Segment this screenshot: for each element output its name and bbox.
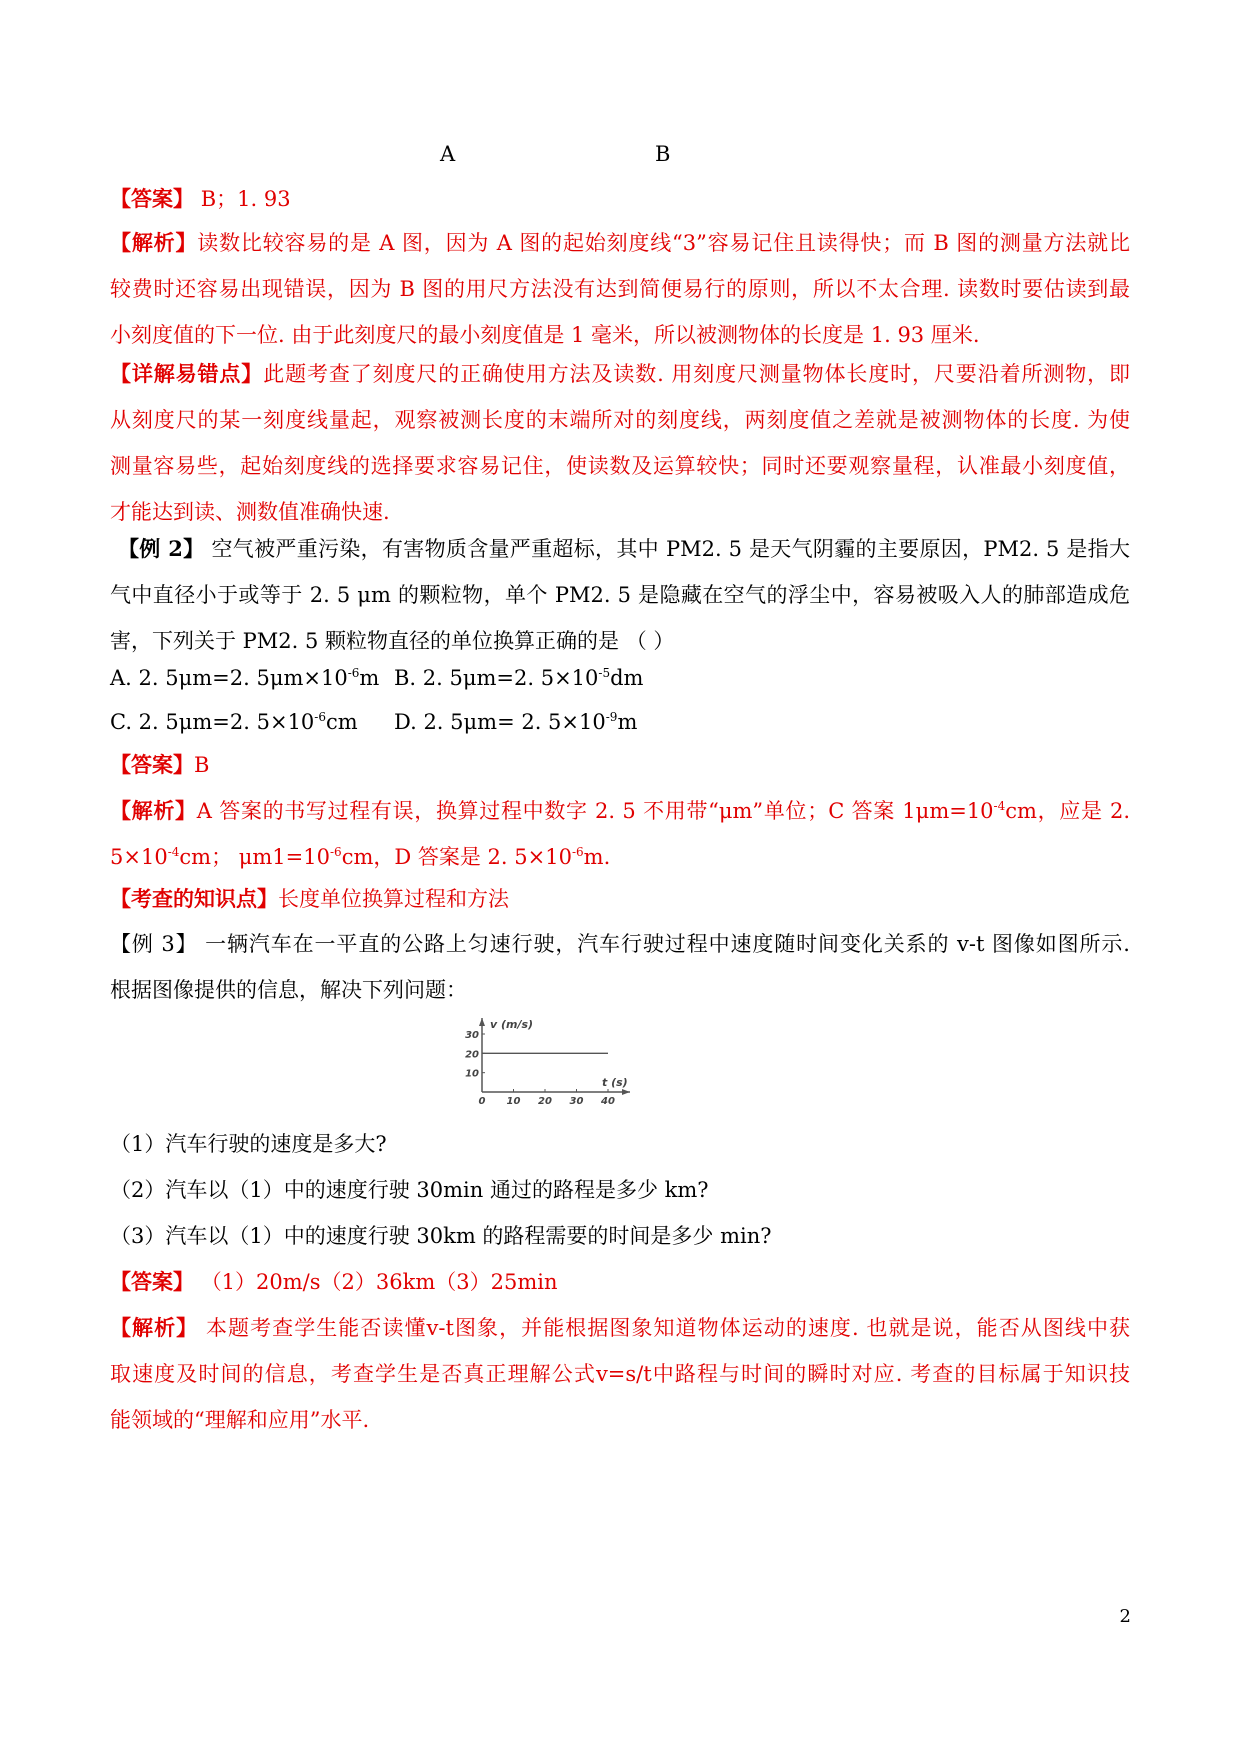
analysis-tag: 【解析】: [110, 798, 197, 823]
analysis-tag: 【解析】: [110, 1315, 199, 1340]
q3-analysis: [110, 1305, 1130, 1443]
error-line: 此题考查了刻度尺的正确使用方法及读数. 用刻度尺测量物体长度时，尺要沿着所测物，即: [263, 362, 1130, 386]
q3-subquestions: [110, 1121, 1130, 1259]
q1-analysis: [110, 220, 1130, 358]
answer-text: B: [194, 753, 210, 777]
question-line: 一辆汽车在一平直的公路上匀速行驶，汽车行驶过程中速度随时间变化关系的 v-t 图像如图所示.: [197, 932, 1130, 956]
page-number: 2: [1119, 1606, 1131, 1627]
vt-chart: [460, 1012, 640, 1107]
figure-label-a: A: [440, 142, 456, 166]
knowledge-text: 长度单位换算过程和方法: [278, 887, 509, 911]
x-tick-label: 0: [478, 1096, 486, 1107]
q1-error-point: [110, 351, 1130, 535]
x-tick-label: 20: [538, 1096, 552, 1107]
figure-label-b: B: [655, 142, 671, 166]
x-axis-label: t (s): [602, 1076, 628, 1089]
q1-answer: [110, 176, 1130, 222]
option-a: A. 2. 5μm=2. $5\mu m\times 10^{-6}m$: [110, 666, 380, 690]
y-axis-arrow: [479, 1018, 485, 1026]
x-tick-label: 40: [601, 1096, 615, 1107]
sub-question: （2）汽车以（1）中的速度行驶 30min 通过的路程是多少 km?: [110, 1178, 709, 1202]
error-tag: 【详解易错点】: [110, 361, 264, 386]
option-c: C. 2. 5μm=2. $5\times 10^{-6}cm$: [110, 710, 358, 734]
example-label: 【例 2】: [118, 536, 205, 561]
y-tick-label: 10: [465, 1068, 479, 1080]
analysis-tag: 【解析】: [110, 230, 198, 255]
analysis-line: 较费时还容易出现错误，因为 B 图的用尺方法没有达到简便易行的原则，所以不太合理. 读数时要估读到最: [110, 277, 1130, 301]
answer-text: （1）20m/s（2）36km（3）25min: [200, 1270, 558, 1294]
q2-answer: [110, 742, 1130, 788]
y-tick-label: 20: [465, 1049, 479, 1061]
analysis-line: 取速度及时间的信息，考查学生是否真正理解公式v=s/t中路程与时间的瞬时对应. 考查的目标属于知识技: [110, 1362, 1130, 1386]
error-line: 才能达到读、测数值准确快速.: [110, 500, 390, 524]
analysis-line: 能领域的“理解和应用”水平.: [110, 1408, 370, 1432]
sub-question: （1）汽车行驶的速度是多大?: [110, 1132, 387, 1156]
q2-question-cont: [110, 572, 1130, 664]
question-line: 根据图像提供的信息，解决下列问题：: [110, 978, 467, 1002]
y-tick-label: 30: [465, 1030, 479, 1041]
analysis-line: 读数比较容易的是 A 图，因为 A 图的起始刻度线“3”容易记住且读得快；而 B 图的测量方法就比: [197, 231, 1130, 255]
question-line: 空气被严重污染，有害物质含量严重超标，其中 PM2. 5 是天气阴霾的主要原因，PM2. 5 是指大: [204, 537, 1130, 561]
y-axis-label: v (m/s): [490, 1018, 534, 1031]
x-tick-label: 30: [569, 1096, 584, 1107]
q3-answer: [110, 1259, 1130, 1305]
analysis-line: 小刻度值的下一位. 由于此刻度尺的最小刻度值是 1 毫米，所以被测物体的长度是 1. 93 厘米.: [110, 323, 980, 347]
question-line: 气中直径小于或等于 2. 5 μm 的颗粒物，单个 PM2. 5 是隐藏在空气的浮尘中，容易被吸入人的肺部造成危: [110, 583, 1130, 607]
answer-tag: 【答案】: [110, 1269, 194, 1294]
q2-question: [118, 526, 1130, 572]
q3-question: [110, 921, 1130, 1013]
answer-tag: 【答案】: [110, 186, 194, 211]
question-line: 害，下列关于 PM2. 5 颗粒物直径的单位换算正确的是 （ ）: [110, 629, 675, 653]
error-line: 测量容易些，起始刻度线的选择要求容易记住，使读数及运算较快；同时还要观察量程，认准最小刻度值，: [110, 454, 1130, 478]
option-b: B. 2. 5μm=2. $5\times 10^{-5}dm$: [394, 666, 644, 690]
option-d: D. 2. 5μm= 2. $5\times 10^{-9}m$: [394, 710, 638, 734]
x-axis-arrow: [622, 1089, 630, 1095]
knowledge-tag: 【考查的知识点】: [110, 886, 278, 911]
sub-question: （3）汽车以（1）中的速度行驶 30km 的路程需要的时间是多少 min?: [110, 1224, 772, 1248]
q2-analysis: 【解析】A 答案的书写过程有误，换算过程中数字 2. 5 不用带“μm”单位；C 答案 $1\mu m=10^{-4}cm$，应是 2. $5\times 10^{-4}cm$； $\mu m1=10^{-6}cm$，D 答案是 2. $5\times 10^{-6}m$.: [110, 798, 1131, 869]
q2-knowledge: [110, 876, 1130, 922]
answer-text: B；1. 93: [200, 187, 291, 211]
answer-tag: 【答案】: [110, 752, 194, 777]
example-label: 【例 3】: [110, 932, 198, 956]
error-line: 从刻度尺的某一刻度线量起，观察被测长度的末端所对的刻度线，两刻度值之差就是被测物体的长度. 为使: [110, 408, 1130, 432]
x-tick-label: 10: [506, 1096, 521, 1107]
analysis-line: 本题考查学生能否读懂v-t图象，并能根据图象知道物体运动的速度. 也就是说，能否从图线中获: [205, 1316, 1130, 1340]
